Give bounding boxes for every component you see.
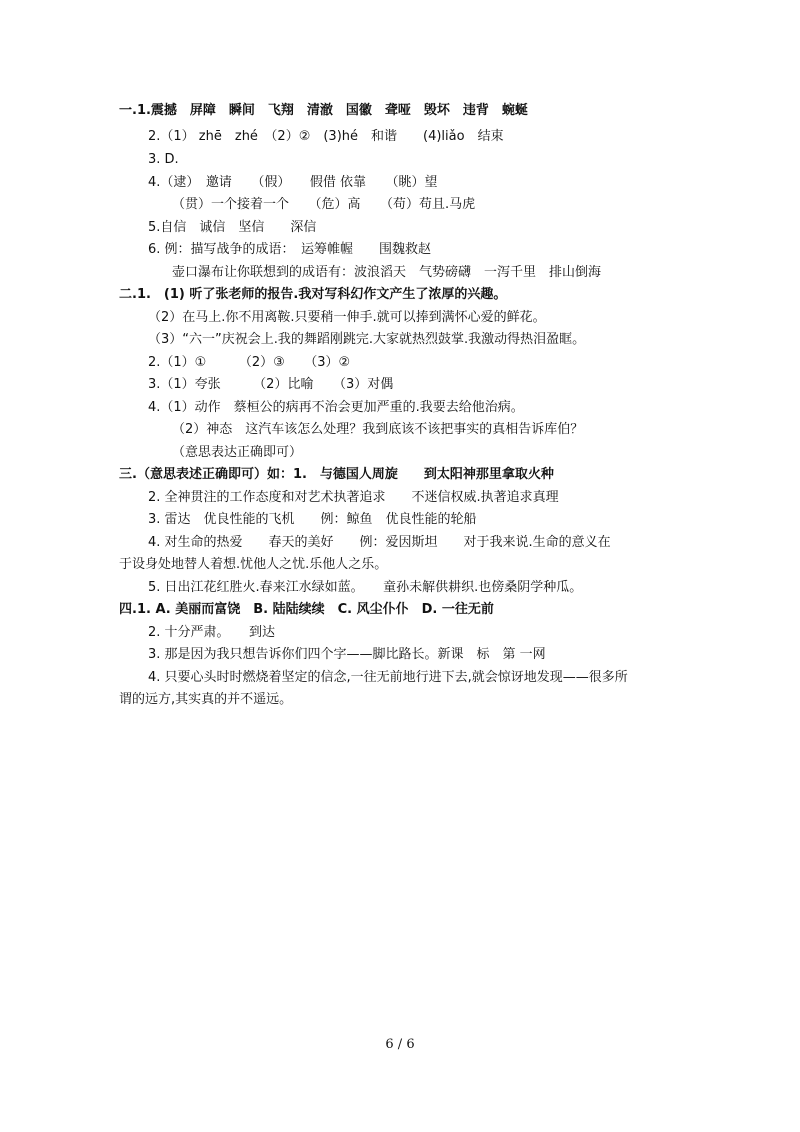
answer-line: 5. 日出江花红胜火.春来江水绿如蓝。 童孙未解供耕织.也傍桑阴学种瓜。 [148, 580, 583, 595]
answer-line: 5.自信 诚信 坚信 深信 [148, 220, 317, 235]
answer-line: 3. 雷达 优良性能的飞机 例：鲸鱼 优良性能的轮船 [148, 512, 477, 527]
section-4-heading: 四.1. A. 美丽而富饶 B. 陆陆续续 C. 风尘仆仆 D. 一往无前 [119, 602, 494, 617]
answer-line: （2）神态 这汽车该怎么处理？我到底该不该把事实的真相告诉库伯？ [172, 422, 584, 437]
answer-line: 于设身处地替人着想.忧他人之忧.乐他人之乐。 [119, 557, 388, 572]
page-number: 6 / 6 [385, 1037, 415, 1052]
answer-line: 2.（1）① （2）③ （3）② [148, 355, 351, 370]
answer-line: 壶口瀑布让你联想到的成语有：波浪滔天 气势磅礴 一泻千里 排山倒海 [172, 265, 602, 280]
answer-line: 6. 例：描写战争的成语： 运筹帷幄 围魏救赵 [148, 242, 432, 257]
answer-line: （意思表达正确即可） [172, 445, 303, 460]
answer-line: 4. 对生命的热爱 春天的美好 例：爱因斯坦 对于我来说.生命的意义在 [148, 535, 611, 550]
answer-line: 3. 那是因为我只想告诉你们四个字——脚比路长。新课 标 第 一网 [148, 647, 546, 662]
section-3-heading: 三.（意思表述正确即可）如：1. 与德国人周旋 到太阳神那里拿取火种 [119, 467, 554, 482]
answer-line: （贯）一个接着一个 （危）高 （苟）苟且.马虎 [172, 197, 476, 212]
answer-line: 2.（1） zhē zhé （2）② (3)hé 和谐 (4)liǎo 结束 [148, 129, 504, 144]
answer-line: （3）“六一”庆祝会上.我的舞蹈刚跳完.大家就热烈鼓掌.我激动得热泪盈眶。 [148, 332, 586, 347]
answer-line: 3. D. [148, 152, 179, 167]
answer-line: 4. 只要心头时时燃烧着坚定的信念,一往无前地行进下去,就会惊讶地发现——很多所 [148, 670, 628, 685]
section-1-heading: 一.1.震撼 屏障 瞬间 飞翔 清澈 国徽 聋哑 毁坏 违背 蜿蜒 [119, 103, 528, 118]
answer-line: 2. 十分严肃。 到达 [148, 625, 276, 640]
answer-line: （2）在马上.你不用离鞍.只要稍一伸手.就可以捧到满怀心爱的鲜花。 [148, 310, 546, 325]
answer-line: 2. 全神贯注的工作态度和对艺术执著追求 不迷信权威.执著追求真理 [148, 490, 559, 505]
answer-line: 谓的远方,其实真的并不遥远。 [119, 692, 293, 707]
answer-line: 4.（逮） 邀请 （假） 假借 依靠 （眺）望 [148, 175, 438, 190]
section-2-heading: 二.1. (1) 听了张老师的报告.我对写科幻作文产生了浓厚的兴趣。 [119, 287, 507, 302]
answer-line: 3.（1）夸张 （2）比喻 （3）对偶 [148, 377, 394, 392]
answer-line: 4.（1）动作 蔡桓公的病再不治会更加严重的.我要去给他治病。 [148, 400, 524, 415]
